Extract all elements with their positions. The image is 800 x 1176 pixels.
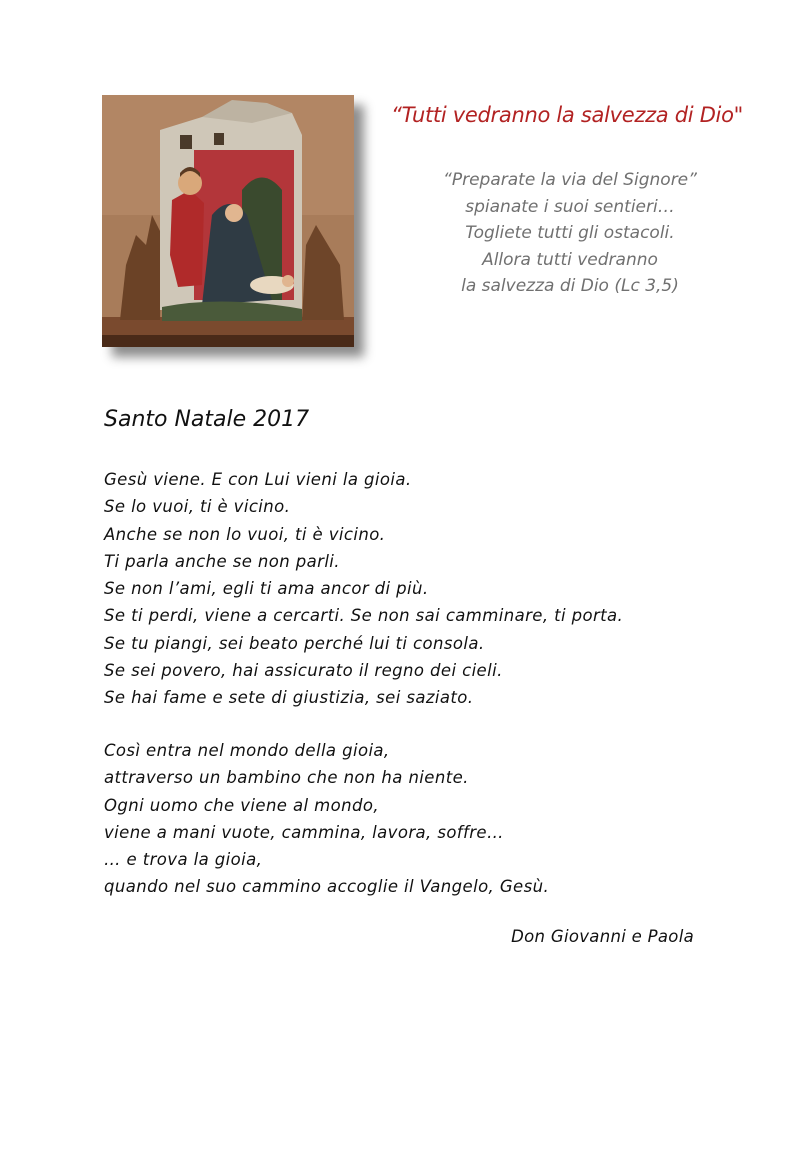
quote-line: Togliete tutti gli ostacoli.: [465, 223, 675, 243]
joseph-robe: [170, 190, 204, 287]
document-title: Santo Natale 2017: [104, 407, 310, 432]
stanza-line: Così entra nel mondo della gioia,: [104, 741, 390, 760]
stanza-line: Se non l’ami, egli ti ama ancor di più.: [104, 579, 429, 599]
nativity-image: [102, 95, 354, 347]
signature: Don Giovanni e Paola: [511, 927, 694, 946]
stanza-line: attraverso un bambino che non ha niente.: [104, 768, 469, 788]
stanza-line: viene a mani vuote, cammina, lavora, soffre…: [104, 822, 504, 842]
window-left: [180, 135, 192, 149]
stanza-line: Se tu piangi, sei beato perché lui ti consola.: [104, 633, 485, 653]
child-head: [282, 275, 294, 287]
stanza-one: [104, 466, 623, 712]
scripture-quote: [395, 167, 745, 300]
mary-face: [225, 204, 243, 222]
window-mid: [214, 133, 224, 145]
quote-line: la salvezza di Dio (Lc 3,5): [461, 276, 679, 296]
stanza-line: Se hai fame e sete di giustizia, sei saziato.: [104, 688, 474, 708]
stanza-line: Anche se non lo vuoi, ti è vicino.: [104, 524, 386, 544]
stanza-line: Se lo vuoi, ti è vicino.: [104, 497, 291, 517]
quote-line: Allora tutti vedranno: [482, 249, 658, 270]
stanza-line: Ogni uomo che viene al mondo,: [104, 795, 379, 815]
stanza-line: quando nel suo cammino accoglie il Vangelo, Gesù.: [104, 877, 550, 897]
stanza-two: [104, 737, 549, 901]
quote-line: “Preparate la via del Signore”: [443, 170, 697, 190]
stanza-line: Se ti perdi, viene a cercarti. Se non sai camminare, ti porta.: [104, 606, 624, 626]
quote-line: spianate i suoi sentieri…: [465, 196, 675, 217]
stanza-line: … e trova la gioia,: [104, 850, 263, 870]
header-title: “Tutti vedranno la salvezza di Dio": [390, 103, 744, 127]
nativity-illustration: [102, 95, 354, 347]
stanza-line: Gesù viene. E con Lui vieni la gioia.: [104, 470, 412, 489]
stanza-line: Ti parla anche se non parli.: [104, 551, 340, 571]
base-edge: [102, 335, 354, 347]
stanza-line: Se sei povero, hai assicurato il regno dei cieli.: [104, 661, 503, 681]
